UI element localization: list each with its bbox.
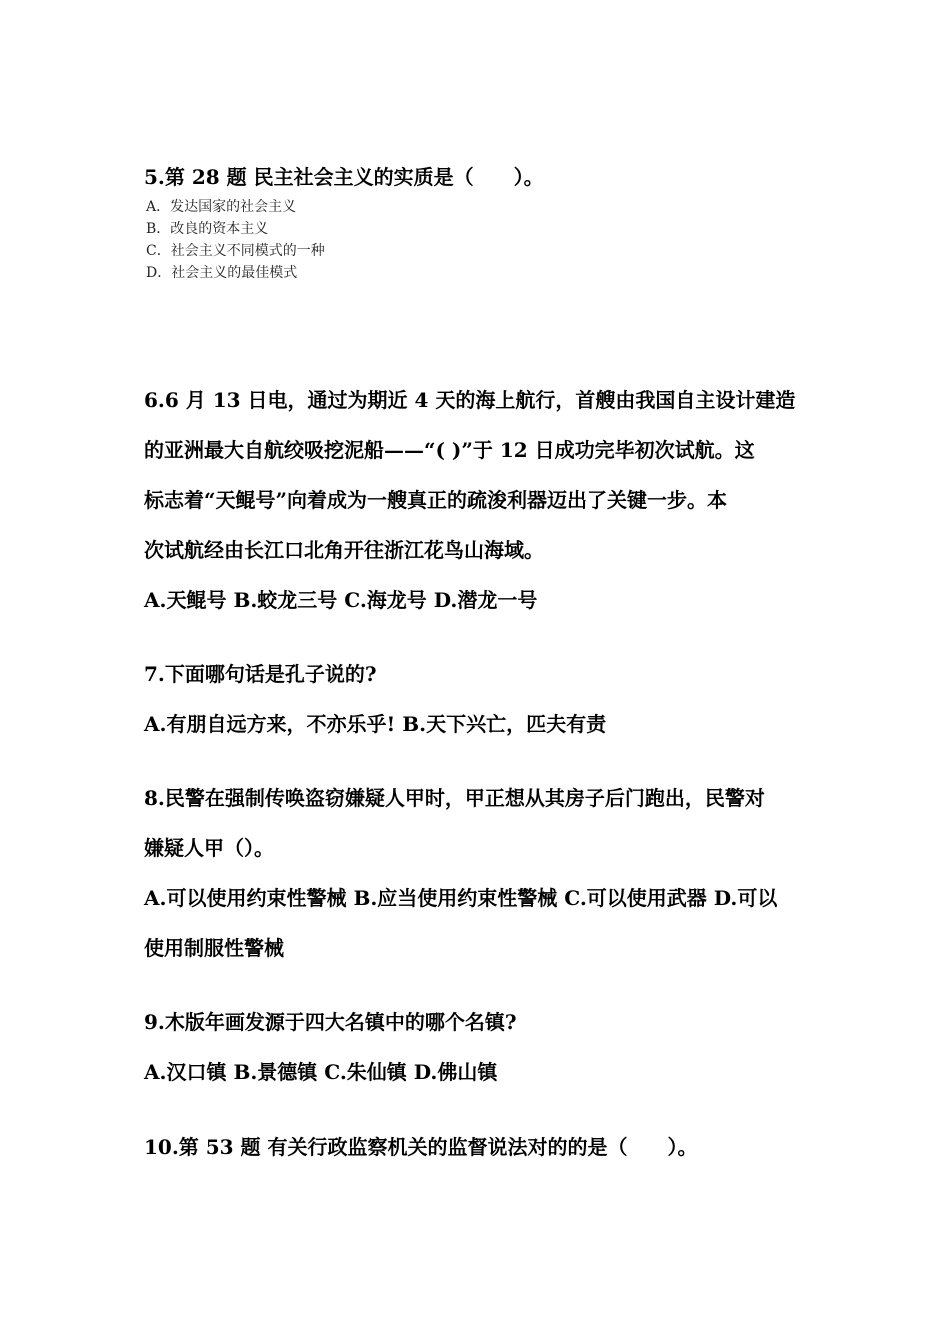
question-5-stem: 5.第 28 题 民主社会主义的实质是（ ）。 — [144, 165, 544, 189]
question-8-options-line-2: 使用制服性警械 — [144, 936, 284, 960]
question-9-options: A.汉口镇 B.景德镇 C.朱仙镇 D.佛山镇 — [144, 1060, 498, 1084]
question-5-option-b: B．改良的资本主义 — [146, 221, 269, 237]
question-10-stem: 10.第 53 题 有关行政监察机关的监督说法对的的是（ ）。 — [144, 1135, 698, 1159]
question-6-line-4: 次试航经由长江口北角开往浙江花鸟山海域。 — [144, 538, 544, 562]
question-6-line-2: 的亚洲最大自航绞吸挖泥船——“( )”于 12 日成功完毕初次试航。这 — [144, 438, 755, 462]
question-6-line-3: 标志着“天鲲号”向着成为一艘真正的疏浚利器迈出了关键一步。本 — [144, 488, 728, 512]
question-5-option-d: D．社会主义的最佳模式 — [146, 265, 298, 281]
question-7-stem: 7.下面哪句话是孔子说的? — [144, 662, 377, 686]
question-7-options: A.有朋自远方来，不亦乐乎! B.天下兴亡，匹夫有责 — [144, 712, 607, 736]
question-8-options-line-1: A.可以使用约束性警械 B.应当使用约束性警械 C.可以使用武器 D.可以 — [144, 886, 778, 910]
question-8-line-1: 8.民警在强制传唤盗窃嫌疑人甲时，甲正想从其房子后门跑出，民警对 — [144, 786, 765, 810]
question-9-stem: 9.木版年画发源于四大名镇中的哪个名镇? — [144, 1010, 517, 1034]
question-5-option-c: C．社会主义不同模式的一种 — [146, 243, 325, 259]
question-8-line-2: 嫌疑人甲（）。 — [144, 836, 274, 860]
question-5-option-a: A．发达国家的社会主义 — [146, 199, 297, 215]
question-6-line-1: 6.6 月 13 日电，通过为期近 4 天的海上航行，首艘由我国自主设计建造 — [144, 388, 796, 412]
question-6-options: A.天鲲号 B.蛟龙三号 C.海龙号 D.潜龙一号 — [144, 588, 538, 612]
